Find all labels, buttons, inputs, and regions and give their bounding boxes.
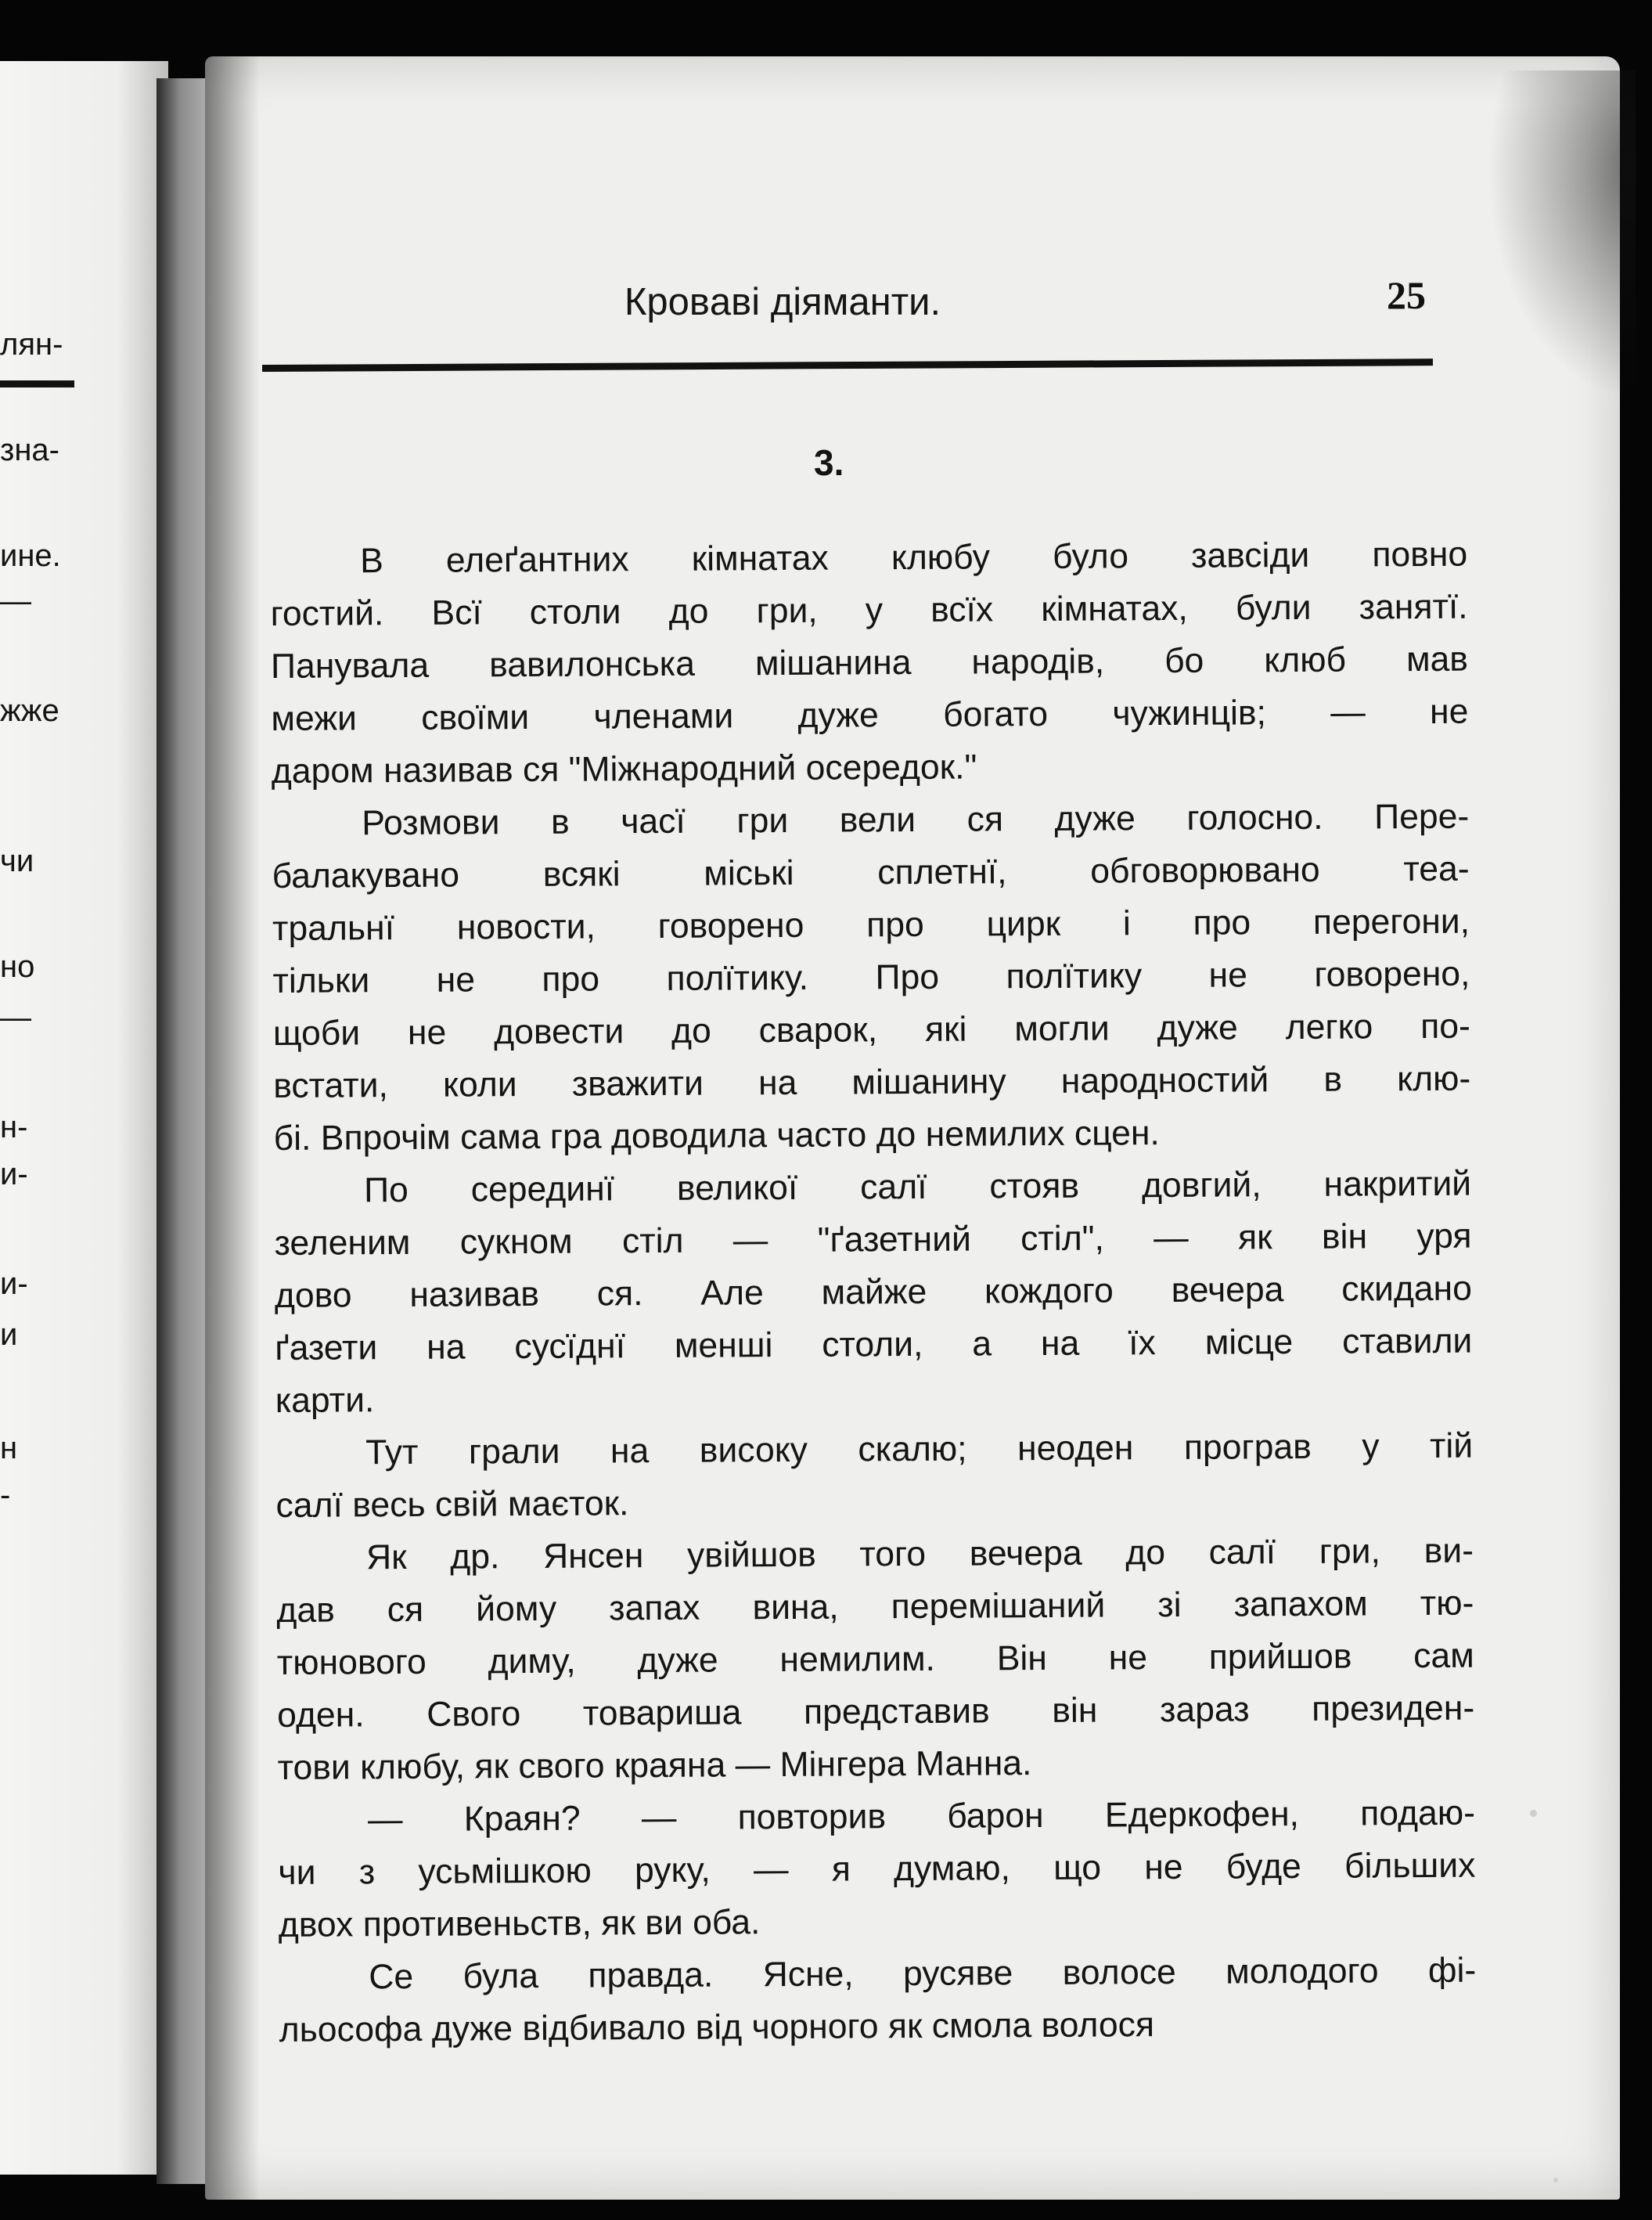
text-line: межи своїми членами дуже богато чужинців; — не — [271, 692, 1469, 738]
text-line: — Краян? — повторив барон Едеркофен, подаю- — [367, 1793, 1476, 1840]
running-head: Кровaві діяманти. — [624, 281, 941, 323]
text-line: тюнового диму, дуже немилим. Він не прийшов сам — [276, 1636, 1474, 1682]
paragraph — [278, 1787, 1476, 1952]
page-edge-shadow — [205, 56, 260, 2200]
text-line: Як др. Янсен увійшов того вечера до салї гри, ви- — [365, 1531, 1474, 1577]
text-line: Се була правда. Ясне, русяве волосе молодого фі- — [369, 1951, 1477, 1997]
text-line: чи з усьмішкою руку, — я думаю, що не буде більших — [278, 1846, 1476, 1892]
text-line: тральнї новости, говорено про цирк і про перегони, — [272, 902, 1470, 948]
text-line: дав ся йому запах вина, перемішаний зі запахом тю- — [276, 1584, 1474, 1630]
text-line: балакувано всякі міські сплетнї, обговорювано теа- — [272, 849, 1470, 896]
page-corner-shadow — [1487, 70, 1636, 399]
text-line: оден. Свого товариша представив він зараз президен- — [277, 1688, 1475, 1735]
dust-speck — [1530, 1810, 1537, 1817]
previous-page-rule — [0, 380, 74, 387]
text-line: Панувала вавилонська мішанина народів, бо клюб мав — [270, 640, 1469, 686]
page-number: 25 — [1387, 273, 1426, 317]
previous-page-fragment: и — [0, 1317, 18, 1352]
text-line: тільки не про полїтику. Про полїтику не говорено, — [272, 954, 1470, 1000]
text-line: ґазети на сусїднї менші столи, а на їх місце ставили — [275, 1321, 1473, 1368]
previous-page-fragment: жже — [0, 694, 59, 728]
paragraph — [270, 528, 1469, 798]
text-line: даром називав ся "Міжнародний осередок." — [271, 748, 977, 791]
text-line: гостий. Всї столи до гри, у всїх кімнатах, були занятї. — [270, 587, 1468, 633]
paragraph — [275, 1420, 1474, 1532]
previous-page-fragment: — — [0, 584, 31, 618]
text-line: По серединї великої салї стояв довгий, накритий — [363, 1164, 1472, 1210]
previous-page-fragment: и- — [0, 1267, 28, 1301]
text-line: двох противеньств, як ви оба. — [278, 1903, 761, 1944]
previous-page-fragment: но — [0, 950, 35, 984]
previous-page — [0, 61, 168, 2175]
dust-speck — [1553, 2178, 1558, 2182]
previous-page-fragment: и- — [0, 1157, 28, 1191]
text-line: Тут грали на високу скалю; неоден програв у тій — [365, 1426, 1474, 1472]
previous-page-fragment: чи — [0, 844, 34, 878]
previous-page-fragment: н — [0, 1431, 18, 1465]
paragraph — [272, 791, 1471, 1165]
previous-page-fragment: - — [0, 1478, 11, 1512]
paragraph — [276, 1525, 1475, 1794]
text-line: карти. — [275, 1381, 375, 1420]
text-line: дово називав ся. Але майже кождого вечера скидано — [274, 1269, 1473, 1315]
previous-page-fragment: ине. — [0, 539, 61, 573]
paragraph — [274, 1158, 1473, 1427]
text-line: щоби не довести до сварок, які могли дуже легко по- — [272, 1007, 1471, 1053]
body-text — [270, 528, 1477, 2056]
previous-page-fragment: зна- — [0, 433, 59, 467]
text-line: В елеґантних кімнатах клюбу було завсіди повно — [360, 535, 1468, 581]
previous-page-fragment: н- — [0, 1110, 28, 1144]
text-line: встати, коли зважити на мішанину народностий в клю- — [273, 1059, 1471, 1105]
previous-page-fragment: — — [0, 1000, 31, 1035]
text-line: бі. Впрочім сама гра доводила часто до немилих сцен. — [273, 1114, 1160, 1158]
previous-page-fragment: лян- — [0, 327, 63, 362]
text-line: Розмови в часї гри вели ся дуже голосно. Пере- — [362, 797, 1470, 843]
paragraph — [279, 1944, 1477, 2056]
text-line: салї весь свій маєток. — [275, 1484, 629, 1525]
text-line: тови клюбу, як свого краяна — Мінгера Манна. — [277, 1744, 1032, 1787]
chapter-number: 3. — [814, 442, 844, 483]
text-line: зеленим сукном стіл — "ґазетний стіл", — як він уря — [274, 1216, 1472, 1263]
text-line: льософа дуже відбивало від чорного як смола волося — [279, 2006, 1155, 2049]
